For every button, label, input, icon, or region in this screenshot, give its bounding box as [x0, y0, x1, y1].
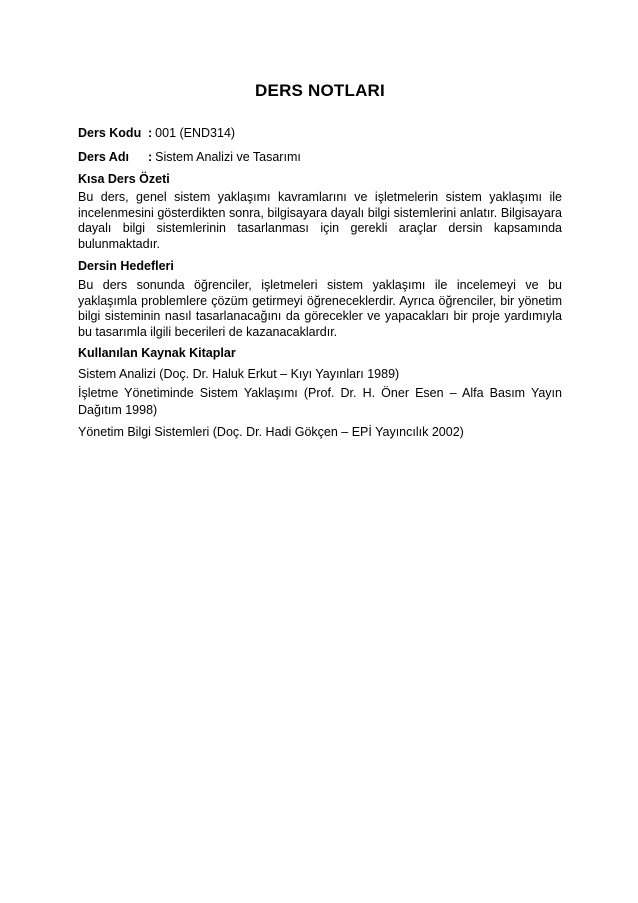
summary-heading: Kısa Ders Özeti [78, 172, 170, 186]
course-code-label: Ders Kodu [78, 126, 142, 140]
course-code-row [78, 125, 235, 141]
summary-text: Bu ders, genel sistem yaklaşımı kavramlarını ve işletmelerin sistem yaklaşımı ile incelenmesini gösterdikten sonra, bilgisayara dayalı bilgi sistemlerini anlatır. Bilgisayara dayalı bilgi sistemlerinin tasarlanması için gerekli araçlar dersin kapsamında bulunmaktadır. [78, 190, 562, 251]
course-name-colon: : [148, 150, 153, 164]
objectives-text: Bu ders sonunda öğrenciler, işletmeleri sistem yaklaşımı ile incelemeyi ve bu yaklaşımla problemlere çözüm getirmeyi öğreneceklerdir. Ayrıca öğrenciler, bir yönetim bilgi sisteminin nasıl tasarlanacağını da görecekler ve yapacakları bir proje yardımıyla bu tasarımla ilgili becerileri de kazanacaklardır. [78, 278, 562, 339]
course-code-value: 001 (END314) [155, 126, 236, 140]
page-title: DERS NOTLARI [255, 81, 385, 100]
objectives-heading: Dersin Hedefleri [78, 259, 174, 273]
reference-item: İşletme Yönetiminde Sistem Yaklaşımı (Prof. Dr. H. Öner Esen – Alfa Basım Yayın Dağıtım 1998) [78, 386, 562, 417]
course-name-label: Ders Adı [78, 150, 129, 164]
references-heading: Kullanılan Kaynak Kitaplar [78, 346, 236, 360]
reference-item: Yönetim Bilgi Sistemleri (Doç. Dr. Hadi Gökçen – EPİ Yayıncılık 2002) [78, 425, 464, 439]
course-code-colon: : [148, 126, 153, 140]
course-name-row [78, 149, 301, 165]
course-name-value: Sistem Analizi ve Tasarımı [155, 150, 301, 164]
reference-item: Sistem Analizi (Doç. Dr. Haluk Erkut – Kıyı Yayınları 1989) [78, 367, 400, 381]
